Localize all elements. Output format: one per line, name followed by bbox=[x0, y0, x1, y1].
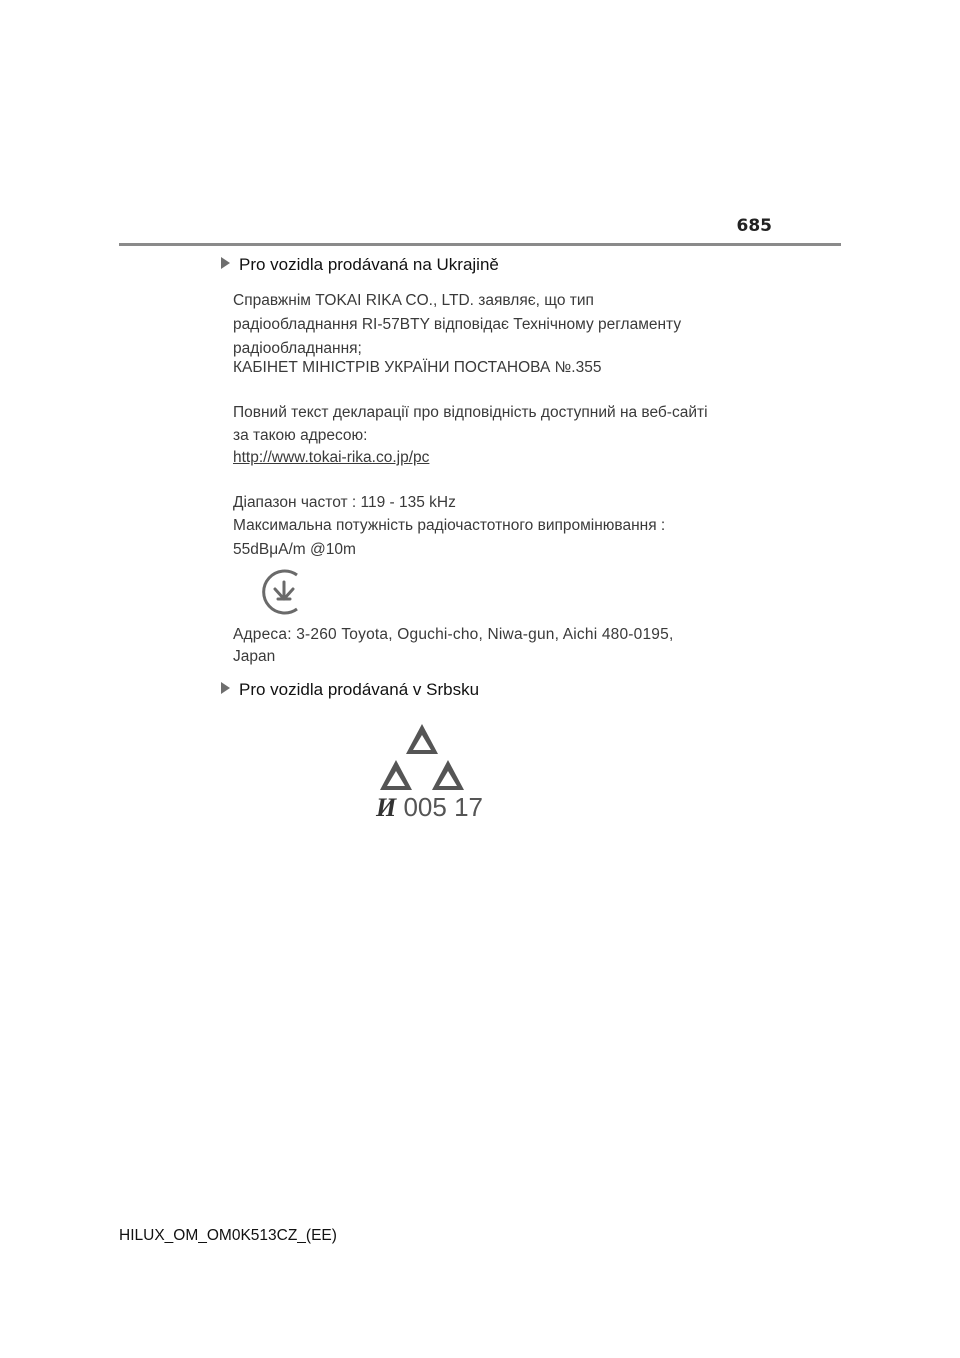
declaration-line-1: Справжнім TOKAI RIKA CO., LTD. заявляє, що тип bbox=[233, 292, 594, 309]
max-power-label: Максимальна потужність радіочастотного випромінювання : bbox=[233, 517, 666, 534]
serbian-mark-code: 005 17 bbox=[403, 792, 483, 822]
ukrainian-conformity-mark-icon bbox=[258, 566, 310, 618]
ukraine-heading-text: Pro vozidla prodávaná na Ukrajině bbox=[239, 255, 499, 274]
full-text-line-2: за такою адресою: bbox=[233, 427, 368, 444]
full-text-line-1: Повний текст декларації про відповідність доступний на веб-сайті bbox=[233, 404, 708, 421]
address-line-2: Japan bbox=[233, 648, 276, 665]
address-line-1: Адреса: 3-260 Toyota, Oguchi-cho, Niwa-gun, Aichi 480-0195, bbox=[233, 626, 674, 643]
declaration-line-2: радіообладнання RI-57BTY відповідає Технічному регламенту bbox=[233, 316, 682, 333]
serbian-mark-label bbox=[376, 792, 483, 823]
declaration-line-4: КАБІНЕТ МІНІСТРІВ УКРАЇНИ ПОСТАНОВА №.355 bbox=[233, 359, 602, 376]
declaration-line-3: радіообладнання; bbox=[233, 340, 362, 357]
page-number: 685 bbox=[736, 216, 772, 236]
declaration-link[interactable]: http://www.tokai-rika.co.jp/pc bbox=[233, 449, 430, 466]
ukraine-section-heading bbox=[221, 255, 499, 275]
serbian-mark-letter: И bbox=[376, 793, 397, 822]
serbia-section-heading bbox=[221, 680, 479, 700]
frequency-range: Діапазон частот : 119 - 135 kHz bbox=[233, 494, 456, 511]
arrow-icon bbox=[221, 682, 230, 694]
serbia-heading-text: Pro vozidla prodávaná v Srbsku bbox=[239, 680, 480, 699]
arrow-icon bbox=[221, 257, 230, 269]
header-rule bbox=[119, 243, 841, 246]
footer-document-code: HILUX_OM_OM0K513CZ_(EE) bbox=[119, 1227, 337, 1244]
max-power-value: 55dBμA/m @10m bbox=[233, 541, 356, 558]
